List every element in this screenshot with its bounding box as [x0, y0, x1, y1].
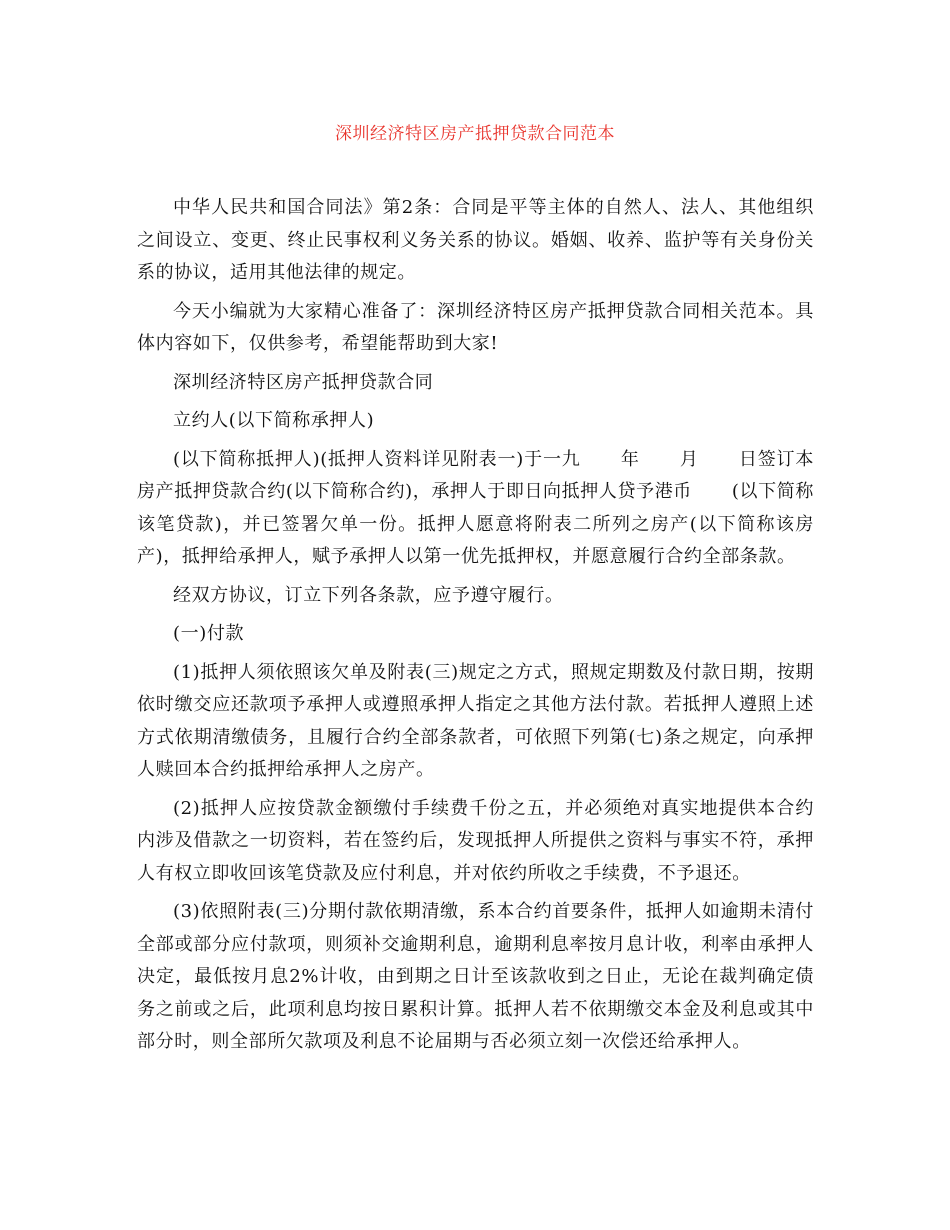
document-title: 深圳经济特区房产抵押贷款合同范本 [335, 124, 615, 144]
paragraph-mortgagee: 立约人(以下简称承押人) [173, 410, 375, 431]
mortgagor-text-2: 日签订本房产抵押贷款合约(以下简称合约)，承押人于即日向抵押人贷予港币 [137, 448, 814, 502]
paragraph-contract-law: 中华人民共和国合同法》第2条：合同是平等主体的自然人、法人、其他组织之间设立、变更、终止民事权利义务关系的协议。婚姻、收养、监护等有关身份关系的协议，适用其他法律的规定。 [137, 197, 814, 283]
paragraph-intro: 今天小编就为大家精心准备了：深圳经济特区房产抵押贷款合同相关范本。具体内容如下，仅供参考，希望能帮助到大家! [137, 300, 814, 354]
paragraph-mortgagor [137, 444, 814, 574]
clause-3: (3)依照附表(三)分期付款依期清缴，系本合约首要条件，抵押人如逾期未清付全部或部分应付款项，则须补交逾期利息，逾期利息率按月息计收，利率由承押人决定，最低按月息2%计收，由到期之日计至该款收到之日止，无论在裁判确定债务之前或之后，此项利息均按日累积计算。抵押人若不依期缴交本金及利息或其中部分时，则全部所欠款项及利息不论届期与否必须立刻一次偿还给承押人。 [137, 901, 814, 1052]
mortgagor-text-3: (以下简称该笔贷款)，并已签署欠单一份。抵押人愿意将附表二所列之房产(以下简称该房产)，抵押给承押人，赋予承押人以第一优先抵押权，并愿意履行合约全部条款。 [137, 481, 814, 567]
mortgagor-text-1: (以下简称抵押人)(抵押人资料详见附表一)于一九 [173, 448, 581, 470]
section-payment-heading: (一)付款 [173, 623, 245, 644]
document-body [137, 192, 814, 1065]
paragraph-contract-heading: 深圳经济特区房产抵押贷款合同 [173, 371, 434, 393]
month-label: 月 [679, 448, 699, 470]
year-label: 年 [620, 448, 640, 470]
clause-2: (2)抵押人应按贷款金额缴付手续费千份之五，并必须绝对真实地提供本合约内涉及借款之一切资料，若在签约后，发现抵押人所提供之资料与事实不符，承押人有权立即收回该笔贷款及应付利息，并对依约所收之手续费，不予退还。 [137, 797, 814, 884]
clause-1: (1)抵押人须依照该欠单及附表(三)规定之方式，照规定期数及付款日期，按期依时缴交应还款项予承押人或遵照承押人指定之其他方法付款。若抵押人遵照上述方式依期清缴债务，且履行合约全部条款者，可依照下列第(七)条之规定，向承押人赎回本合约抵押给承押人之房产。 [137, 661, 814, 780]
paragraph-agreement: 经双方协议，订立下列各条款，应予遵守履行。 [173, 584, 564, 606]
